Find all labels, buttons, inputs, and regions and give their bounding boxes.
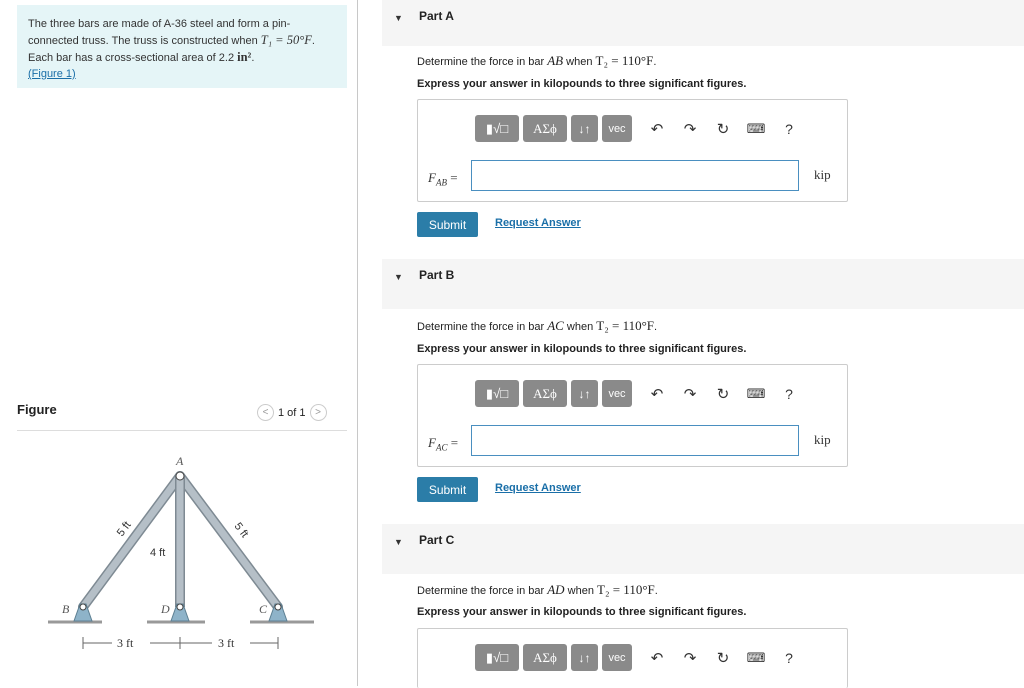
instruction: Express your answer in kilopounds to three significant figures. [417,606,747,618]
label-b: B [62,602,70,616]
pin-c [275,604,281,610]
collapse-caret-icon[interactable]: ▼ [394,272,403,282]
var-equals: = [446,170,458,185]
problem-text: connected truss. The truss is constructed when [28,35,261,47]
keyboard-icon[interactable]: ⌨ [746,120,766,136]
label-c: C [259,602,268,616]
reset-icon[interactable]: ↻ [716,649,730,667]
collapse-caret-icon[interactable]: ▼ [394,537,403,547]
temperature: T₂ = 110°F [595,53,654,68]
keyboard-icon[interactable]: ⌨ [746,385,766,401]
bar-name: AB [547,53,564,68]
question-text: Determine the force in bar [417,56,548,68]
instruction: Express your answer in kilopounds to three significant figures. [417,343,747,355]
answer-box [417,628,848,688]
prev-figure-button[interactable]: < [257,404,274,421]
left-pane [0,0,358,686]
problem-line-1: The three bars are made of A-36 steel and form a pin- [28,18,291,30]
answer-input[interactable] [471,425,799,456]
templates-button[interactable]: ▮√□ [475,115,519,142]
problem-statement [17,5,347,88]
label-d: D [161,602,170,616]
question [417,318,657,334]
math-toolbar [475,644,801,671]
question-text: . [654,585,658,597]
figure-heading: Figure [17,402,57,417]
question-text: when [563,321,597,333]
variable-label [428,435,458,453]
area-unit-math: in² [237,50,252,64]
var-main: F [428,170,436,185]
request-answer-link[interactable]: Request Answer [495,217,581,229]
question [417,582,658,598]
collapse-caret-icon[interactable]: ▼ [394,13,403,23]
problem-text: . [311,35,315,47]
label-bd-distance: 3 ft [117,636,134,650]
temperature: T₂ = 110°F [596,318,655,333]
arrows-button[interactable]: ↓↑ [571,115,598,142]
part-b-header[interactable] [382,259,1024,309]
undo-icon[interactable]: ↶ [650,120,664,138]
var-sub: AB [435,177,447,188]
part-title: Part B [419,268,455,282]
undo-icon[interactable]: ↶ [650,385,664,403]
submit-button[interactable]: Submit [417,477,478,502]
unit-label: kip [814,167,831,182]
pane-divider[interactable] [357,0,358,686]
help-icon[interactable]: ? [785,385,793,402]
redo-icon[interactable]: ↷ [683,649,697,667]
figure-link[interactable]: (Figure 1) [28,68,76,80]
redo-icon[interactable]: ↷ [683,120,697,138]
variable-label [428,170,458,188]
label-a: A [176,454,184,468]
undo-icon[interactable]: ↶ [650,649,664,667]
var-sub: AC [435,442,448,453]
question [417,53,656,69]
pager-count: 1 of 1 [278,406,306,419]
label-ad-length: 4 ft [150,547,166,559]
greek-symbols-button[interactable]: AΣϕ [523,115,567,142]
pin-b [80,604,86,610]
instruction: Express your answer in kilopounds to three significant figures. [417,78,747,90]
bar-name: AC [547,318,564,333]
question-text: when [563,56,596,68]
answer-input[interactable] [471,160,799,191]
problem-line-3 [28,49,336,66]
label-ab-length: 5 ft [114,519,134,539]
question-text: when [564,585,597,597]
label-dc-distance: 3 ft [218,636,235,650]
arrows-button[interactable]: ↓↑ [571,380,598,407]
bar-ab [83,476,180,607]
part-c [382,524,1024,667]
unit-label: kip [814,432,831,447]
problem-text: . [251,52,255,64]
part-b [382,259,1024,497]
part-a [382,0,1024,232]
templates-button[interactable]: ▮√□ [475,644,519,671]
label-ac-length: 5 ft [231,520,251,541]
figure-pager [257,404,327,421]
help-icon[interactable]: ? [785,120,793,137]
part-title: Part C [419,533,455,547]
part-c-header[interactable] [382,524,1024,574]
vector-button[interactable]: vec [602,644,632,671]
reset-icon[interactable]: ↻ [716,385,730,403]
question-text: . [653,56,657,68]
figure-divider [17,430,347,431]
bar-name: AD [547,582,565,597]
reset-icon[interactable]: ↻ [716,120,730,138]
next-figure-button[interactable]: > [310,404,327,421]
var-main: F [428,435,436,450]
pin-d [177,604,183,610]
part-title: Part A [419,9,454,23]
t1-math: T₁ = 50°F [260,33,312,47]
question-text: . [654,321,658,333]
vector-button[interactable]: vec [602,115,632,142]
answer-box [417,364,848,467]
submit-button[interactable]: Submit [417,212,478,237]
problem-line-2 [28,32,336,49]
var-equals: = [447,435,459,450]
templates-button[interactable]: ▮√□ [475,380,519,407]
bar-ac [180,476,278,607]
math-toolbar [475,115,801,142]
question-text: Determine the force in bar [417,321,548,333]
temperature: T₂ = 110°F [597,582,655,597]
help-icon[interactable]: ? [785,649,793,666]
arrows-button[interactable]: ↓↑ [571,644,598,671]
greek-symbols-button[interactable]: AΣϕ [523,380,567,407]
keyboard-icon[interactable]: ⌨ [746,649,766,665]
request-answer-link[interactable]: Request Answer [495,482,581,494]
math-toolbar [475,380,801,407]
part-a-header[interactable] [382,0,1024,46]
pin-a [176,472,184,480]
answer-box [417,99,848,202]
question-text: Determine the force in bar [417,585,548,597]
vector-button[interactable]: vec [602,380,632,407]
greek-symbols-button[interactable]: AΣϕ [523,644,567,671]
truss-figure [40,450,330,670]
problem-text: Each bar has a cross-sectional area of 2.2 [28,52,238,64]
redo-icon[interactable]: ↷ [683,385,697,403]
